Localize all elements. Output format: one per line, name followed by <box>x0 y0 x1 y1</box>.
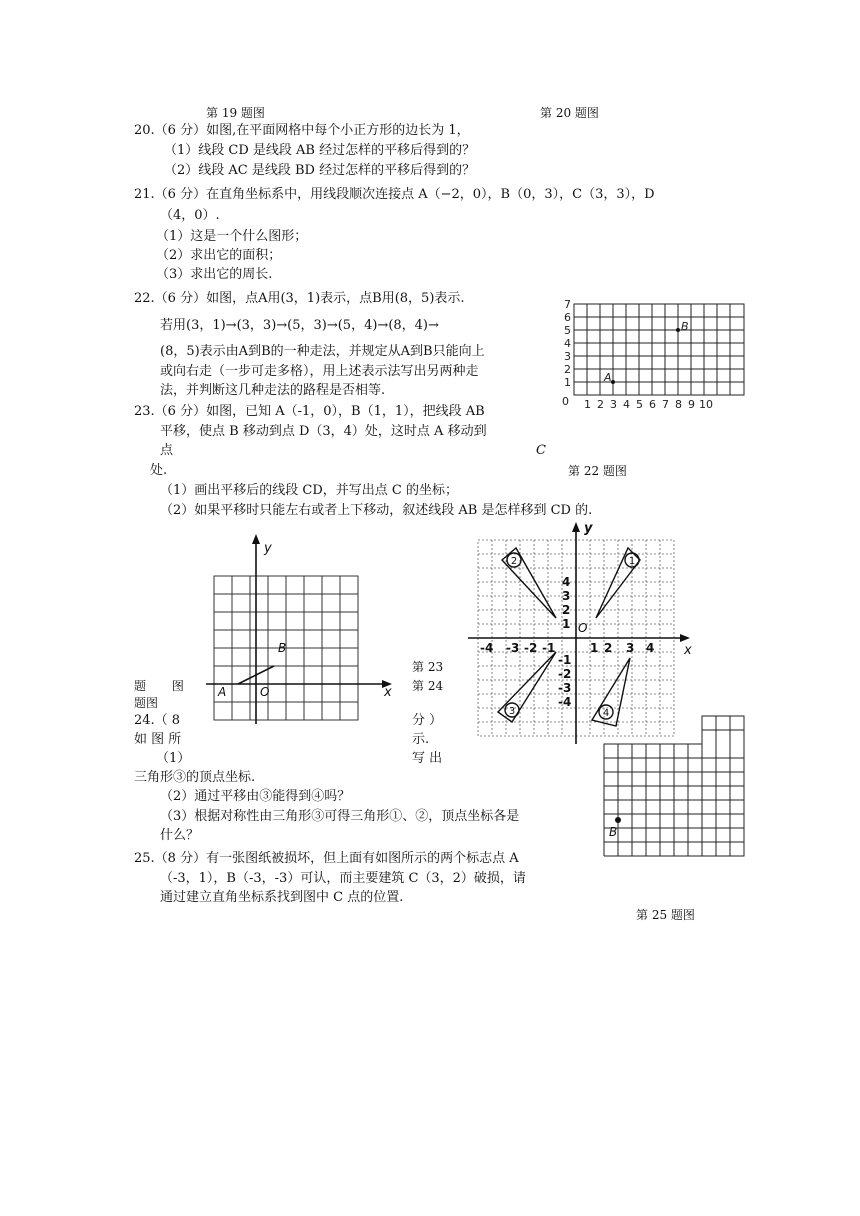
q22-line4: 或向右走（一步可走多格），用上述表示法写出另两种走 <box>160 364 479 379</box>
q24-part3-cont: 什么？ <box>160 828 200 843</box>
q23-line4: 处. <box>150 463 168 478</box>
fig22-ytick-3: 3 <box>564 350 571 363</box>
q21-head2: （4，0）. <box>160 208 220 223</box>
fig23-grid <box>206 534 402 724</box>
q22-line3: (8，5)表示由A到B的一种走法，并规定从A到B只能向上 <box>160 344 485 359</box>
q22-line2: 若用(3，1)→(3，3)→(5，3)→(5，4)→(8，4)→ <box>160 318 439 333</box>
fig22-xtick-7: 7 <box>662 398 669 411</box>
q24-part2: （2）通过平移由③能得到④吗？ <box>160 789 351 804</box>
fig24-ytick-m3: -3 <box>558 681 572 695</box>
fig22-ytick-4: 4 <box>564 337 571 350</box>
q24-line3-b: 写 出 <box>412 751 443 766</box>
q20-part1: （1）线段 CD 是线段 AB 经过怎样的平移后得到的？ <box>164 143 476 158</box>
q23-line2: 平移，使点 B 移动到点 D（3，4）处，这时点 A 移动到 <box>160 424 487 439</box>
fig25-label-b: B <box>609 825 618 839</box>
q22-line1: 22.（6 分）如图，点A用(3，1)表示，点B用(8，5)表示. <box>134 291 465 306</box>
fig22-xtick-3: 3 <box>610 398 617 411</box>
q21-part1: （1）这是一个什么图形； <box>156 229 308 244</box>
fig24-triangle-3 <box>498 652 556 722</box>
fig25-point-b <box>615 817 621 823</box>
caption-fig25: 第 25 题图 <box>636 908 695 922</box>
q24-head-a: 24.（ 8 <box>134 713 181 728</box>
q21-head: 21.（6 分）在直角坐标系中，用线段顺次连接点 A（−2，0），B（0，3），C（3，3），D <box>134 187 655 202</box>
q25-line3: 通过建立直角坐标系找到图中 C 点的位置. <box>160 890 404 905</box>
fig25-grid <box>600 712 750 862</box>
fig22-ytick-6: 6 <box>564 311 571 324</box>
fig23-origin: O <box>260 685 270 699</box>
q24-part3: （3）根据对称性由三角形③可得三角形①、②，顶点坐标各是 <box>160 809 520 824</box>
fig24-ytick-m1: -1 <box>558 653 572 667</box>
fig23-axis-y: y <box>264 541 272 556</box>
fig22-point-b <box>676 328 680 332</box>
fig24-xtick-m3: -3 <box>506 641 520 655</box>
fig24-ytick-1: 1 <box>562 617 571 631</box>
fig22-grid <box>556 294 756 418</box>
fig22-xtick-5: 5 <box>636 398 643 411</box>
fig22-point-a <box>611 380 615 384</box>
fig24-ytick-4: 4 <box>562 575 571 589</box>
fig24-ytick-3: 3 <box>562 589 571 603</box>
caption-fig23-b: 题 图 <box>134 679 184 693</box>
fig22-xtick-6: 6 <box>649 398 656 411</box>
fig24-xtick-m4: -4 <box>480 641 494 655</box>
caption-fig24-a: 第 24 <box>412 679 444 693</box>
fig22-xtick-10: 10 <box>699 398 713 411</box>
caption-fig19: 第 19 题图 <box>206 106 265 120</box>
q23-part1: （1）画出平移后的线段 CD，并写出点 C 的坐标； <box>160 483 458 498</box>
fig22-xtick-2: 2 <box>597 398 604 411</box>
fig24-ytick-m2: -2 <box>558 667 572 681</box>
fig22-xtick-1: 1 <box>584 398 591 411</box>
fig23-axis-x: x <box>384 685 392 700</box>
q24-line2-a: 如 图 所 <box>134 732 182 747</box>
fig22-ytick-2: 2 <box>564 363 571 376</box>
q23-line1: 23.（6 分）如图，已知 A（-1，0），B（1，1），把线段 AB <box>134 404 485 419</box>
q25-line2: （-3，1），B（-3，-3）可认，而主要建筑 C（3，2）破损，请 <box>160 871 526 886</box>
fig22-label-b: B <box>681 320 689 333</box>
fig24-ytick-2: 2 <box>562 603 571 617</box>
q21-part3: （3）求出它的周长. <box>156 267 273 282</box>
fig23-label-b: B <box>278 641 287 655</box>
fig22-xtick-9: 9 <box>688 398 695 411</box>
fig24-xtick-1: 1 <box>590 641 599 655</box>
fig24-label-1: 1 <box>628 556 636 567</box>
fig22-ytick-1: 1 <box>564 376 571 389</box>
q20-head: 20.（6 分）如图,在平面网格中每个小正方形的边长为 1， <box>134 123 470 138</box>
fig22-xtick-0: 0 <box>562 395 569 408</box>
fig24-xtick-4: 4 <box>646 641 655 655</box>
q25-line1: 25.（8 分）有一张图纸被损坏，但上面有如图所示的两个标志点 A <box>134 851 519 866</box>
fig22-label-a: A <box>604 371 612 384</box>
q21-part2: （2）求出它的面积； <box>156 248 282 263</box>
fig24-origin: O <box>578 621 588 635</box>
fig24-label-3: 3 <box>508 706 516 717</box>
fig22-ytick-5: 5 <box>564 324 571 337</box>
q24-line2-b: 示. <box>412 732 430 747</box>
q20-part2: （2）线段 AC 是线段 BD 经过怎样的平移后得到的？ <box>164 163 476 178</box>
caption-fig20: 第 20 题图 <box>540 106 599 120</box>
fig24-label-2: 2 <box>510 556 518 567</box>
q24-head-b: 分 ） <box>412 713 443 728</box>
caption-fig23-a: 第 23 <box>412 660 444 674</box>
fig23-label-a: A <box>218 685 227 699</box>
fig22-xtick-4: 4 <box>623 398 630 411</box>
fig22-xtick-8: 8 <box>675 398 682 411</box>
q23-part2: （2）如果平移时只能左右或者上下移动，叙述线段 AB 是怎样移到 CD 的. <box>160 503 593 518</box>
q23-point-c: C <box>536 443 546 458</box>
fig24-xtick-2: 2 <box>604 641 613 655</box>
q23-line3: 点 <box>160 443 174 458</box>
fig24-xtick-m2: -2 <box>524 641 538 655</box>
fig24-xtick-m1: -1 <box>542 641 556 655</box>
caption-fig24-b: 题图 <box>134 696 159 710</box>
fig24-xtick-3: 3 <box>626 641 635 655</box>
fig24-label-4: 4 <box>602 708 610 719</box>
q22-line5: 法，并判断这几种走法的路程是否相等. <box>160 383 386 398</box>
caption-fig22: 第 22 题图 <box>568 464 627 478</box>
fig24-axis-y: y <box>584 521 593 536</box>
q24-line4: 三角形③的顶点坐标. <box>134 770 256 785</box>
fig22-ytick-7: 7 <box>564 298 571 311</box>
fig24-axis-x: x <box>684 643 692 658</box>
fig24-ytick-m4: -4 <box>558 695 572 709</box>
q24-line3-a: （1） <box>156 751 191 766</box>
